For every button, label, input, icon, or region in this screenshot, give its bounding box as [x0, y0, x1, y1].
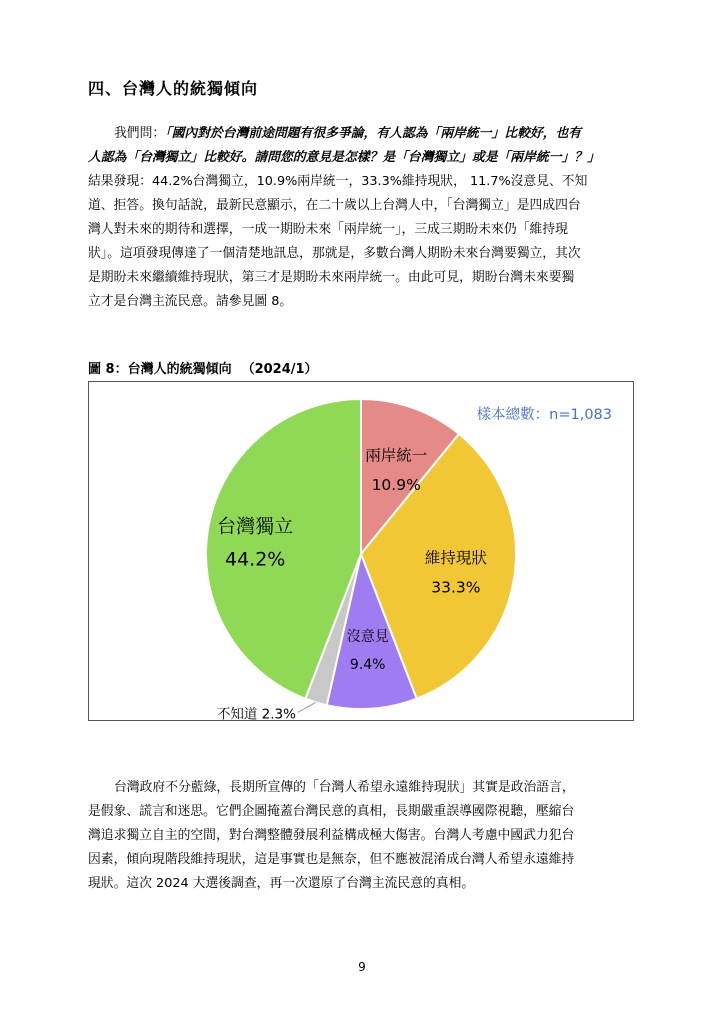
figure-frame: [88, 381, 634, 721]
paragraph-line: 道、拒答。換句話說，最新民意顯示，在二十歲以上台灣人中，「台灣獨立」是四成四台: [88, 198, 581, 213]
question-lead: 我們問：: [114, 126, 166, 141]
survey-question: 「國內對於台灣前途問題有很多爭論，有人認為「兩岸統一」比較好，也有: [165, 126, 582, 141]
slice-label: 沒意見: [346, 628, 389, 645]
paragraph-line: [88, 122, 638, 146]
sample-size-label: 樣本總數：n=1,083: [476, 407, 612, 423]
slice-outside-label: 不知道 2.3%: [216, 706, 296, 720]
paragraph-line: 灣追求獨立自主的空間，對台灣整體發展利益構成極大傷害。台灣人考慮中國武力犯台: [88, 828, 575, 843]
figure-caption: [88, 358, 318, 377]
intro-paragraph: [88, 122, 638, 314]
slice-value-label: 44.2%: [225, 548, 286, 571]
slice-label: 台灣獨立: [217, 515, 294, 538]
paragraph-line: 是假象、謊言和迷思。它們企圖掩蓋台灣民意的真相，長期嚴重誤導國際視聽，壓縮台: [88, 804, 575, 819]
conclusion-paragraph: [88, 776, 638, 896]
paragraph-line: 是期盼未來繼續維持現狀，第三才是期盼未來兩岸統一。由此可見，期盼台灣未來要獨: [88, 270, 575, 285]
slice-value-label: 10.9%: [371, 475, 421, 494]
pie-chart: [89, 382, 633, 720]
paragraph-line: 立才是台灣主流民意。請參見圖 8。: [88, 294, 293, 309]
paragraph-line: 狀」。這項發現傳達了一個清楚地訊息，那就是，多數台灣人期盼未來台灣要獨立，其次: [88, 246, 581, 261]
figure-caption-date: （2024/1）: [241, 362, 318, 377]
figure-caption-title: 圖 8：台灣人的統獨傾向: [88, 362, 232, 377]
paragraph-line: 灣人對未來的期待和選擇，一成一期盼未來「兩岸統一」，三成三期盼未來仍「維持現: [88, 222, 568, 237]
section-heading: 四、台灣人的統獨傾向: [88, 79, 259, 98]
paragraph-line: [88, 146, 638, 170]
slice-value-label: 9.4%: [349, 656, 386, 673]
slice-value-label: 33.3%: [431, 578, 481, 597]
paragraph-line: 因素，傾向現階段維持現狀，這是事實也是無奈，但不應被混淆成台灣人希望永遠維持: [88, 852, 575, 867]
page-number: 9: [358, 960, 366, 974]
leader-line: [298, 702, 316, 712]
slice-label: 兩岸統一: [365, 446, 428, 465]
paragraph-line: 現狀。這次 2024 大選後調查，再一次還原了台灣主流民意的真相。: [88, 876, 475, 891]
survey-question: 人認為「台灣獨立」比較好。請問您的意見是怎樣？是「台灣獨立」或是「兩岸統一」？」: [88, 150, 600, 165]
slice-label: 維持現狀: [424, 549, 487, 568]
paragraph-line: 台灣政府不分藍綠，長期所宣傳的「台灣人希望永遠維持現狀」其實是政治語言，: [114, 780, 575, 795]
paragraph-line: 結果發現：44.2%台灣獨立，10.9%兩岸統一，33.3%維持現狀， 11.7%沒意見、不知: [88, 174, 588, 189]
